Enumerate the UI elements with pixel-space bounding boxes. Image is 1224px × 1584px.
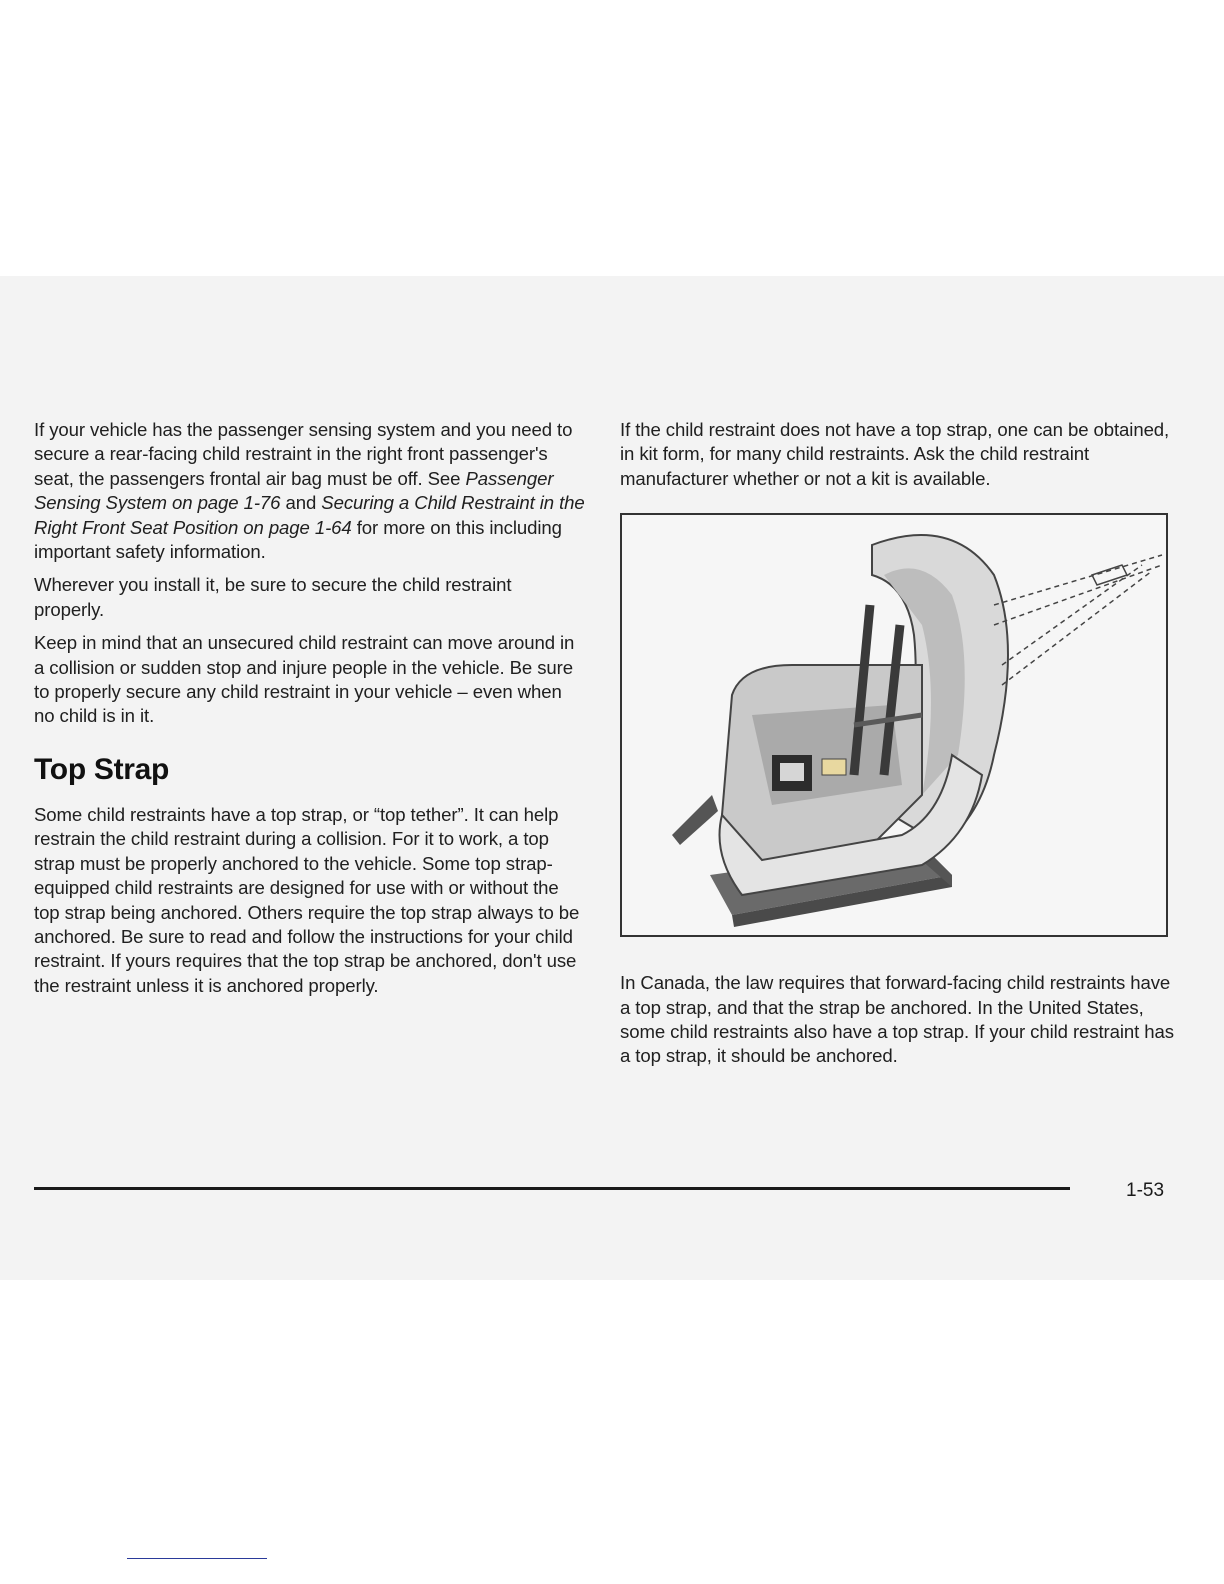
right-column — [620, 418, 1176, 1078]
page-number: 1-53 — [1126, 1180, 1165, 1201]
unsecured-restraint-paragraph: Keep in mind that an unsecured child restraint can move around in a collision or sudden stop and injure people in the vehicle. Be sure to properly secure any child restraint in your vehicle – even when no child is in it. — [34, 632, 575, 727]
install-paragraph: Wherever you install it, be sure to secure the child restraint properly. — [34, 574, 512, 620]
child-seat-figure — [620, 513, 1168, 937]
child-seat-illustration-icon — [622, 515, 1166, 935]
passenger-sensing-paragraph: If your vehicle has the passenger sensing system and you need to secure a rear-facing child restraint in the right front passenger's seat, the passengers frontal air bag must be off. See Passenger Sensing System on page 1-76 and Securing a Child Restraint in the Right Front Seat Position on page 1-64 for more on this including important safety information. — [34, 419, 585, 563]
bottom-link-underline — [127, 1558, 267, 1559]
footer-divider — [34, 1187, 1070, 1190]
canada-law-paragraph: In Canada, the law requires that forward-facing child restraints have a top strap, and that the strap be anchored. In the United States, some child restraints also have a top strap. If your child restraint has a top strap, it should be anchored. — [620, 972, 1174, 1067]
top-strap-paragraph: Some child restraints have a top strap, or “top tether”. It can help restrain the child restraint during a collision. For it to work, a top strap must be properly anchored to the vehicle. Some top strap-equipped child restraints are designed for use with or without the top strap being anchored. Others require the top strap always to be anchored. Be sure to read and follow the instructions for your child restraint. If yours requires that the top strap be anchored, don't use the restraint unless it is anchored properly. — [34, 803, 580, 996]
left-column — [34, 418, 586, 1007]
passenger-sensing-link[interactable]: Passenger Sensing System on page 1-76 — [34, 467, 554, 514]
section-heading: Top Strap — [34, 752, 170, 786]
top-strap-kit-paragraph: If the child restraint does not have a top strap, one can be obtained, in kit form, for many child restraints. Ask the child restraint manufacturer whether or not a kit is available. — [620, 419, 1170, 489]
securing-child-restraint-link[interactable]: Securing a Child Restraint in the Right Front Seat Position on page 1-64 — [34, 492, 585, 538]
